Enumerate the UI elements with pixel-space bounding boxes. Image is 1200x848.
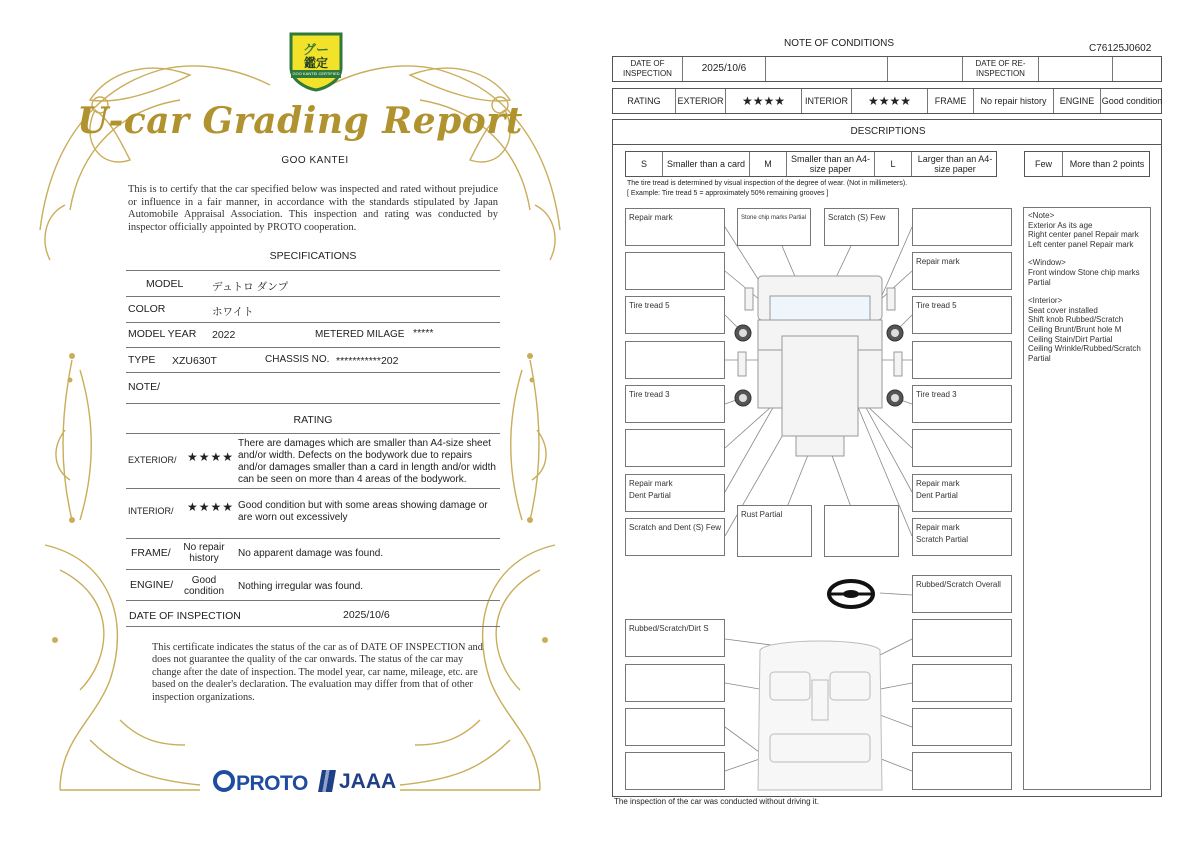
condition-text: Rubbed/Scratch Overall <box>916 580 1001 589</box>
condition-box-left-8 <box>625 518 725 556</box>
condition-box-left-5 <box>625 385 725 423</box>
badge-bottom-text: 鑑定 <box>303 56 328 70</box>
tread-note: The tire tread is determined by visual inspection of the degree of wear. (Not in millimeters). <box>627 180 908 187</box>
condition-box-top-3 <box>824 208 899 246</box>
notes-column <box>1023 207 1151 790</box>
proto-logo-text: PROTO <box>236 772 308 795</box>
interior-label: INTERIOR <box>802 89 852 113</box>
condition-box-right-3 <box>912 296 1012 334</box>
condition-box-interior-right-2 <box>912 664 1012 702</box>
color-label: COLOR <box>128 303 166 315</box>
note-item: Right center panel Repair mark <box>1028 230 1139 240</box>
condition-text: Tire tread 3 <box>916 390 957 399</box>
note-label: NOTE/ <box>128 381 161 393</box>
interior-description: Good condition but with some areas showing damage or are worn out excessively <box>238 500 488 523</box>
interior-item: Shift knob Rubbed/Scratch <box>1028 315 1124 325</box>
condition-text: Repair mark Scratch Partial <box>916 523 969 544</box>
condition-text: Repair mark Dent Partial <box>629 479 673 500</box>
condition-box-interior-left-1 <box>625 619 725 657</box>
frame-value: No repair history <box>974 89 1054 113</box>
engine-value: Good condition <box>183 575 225 597</box>
engine-label: ENGINE/ <box>130 579 174 591</box>
condition-box-right-1 <box>912 208 1012 246</box>
condition-text: Tire tread 3 <box>629 390 670 399</box>
condition-box-top-2 <box>737 208 811 246</box>
exterior-description: There are damages which are smaller than A4-size sheet and/or width. Defects on the bodywork due to repairs and/or damages smaller than a card in length and/or width can be seen on more than 4 areas of the bodywork. <box>238 438 496 485</box>
specifications-title: SPECIFICATIONS <box>269 250 357 262</box>
interior-star-rating: ★★★★ <box>187 500 235 514</box>
condition-box-left-7 <box>625 474 725 512</box>
exterior-label: EXTERIOR <box>676 89 726 113</box>
model-label: MODEL <box>146 278 184 290</box>
legend-few-desc: More than 2 points <box>1069 159 1145 169</box>
legend-few: Few <box>1025 152 1063 176</box>
certification-statement: This is to certify that the car specified below was inspected and rated without prejudice or influence in a fair manner, in accordance with the standards stipulated by Japan Automobile Appraisal Association. This inspection and rating was conducted by inspector officially appointed by PROTO cooperation. <box>128 184 498 233</box>
note-heading: <Note> <box>1028 211 1055 220</box>
condition-text: Scratch and Dent (S) Few <box>629 523 722 532</box>
legend-s: S <box>626 152 663 176</box>
type-label: TYPE <box>128 354 156 366</box>
condition-box-interior-left-2 <box>625 664 725 702</box>
condition-box-bottom-3 <box>824 505 899 557</box>
interior-item: Ceiling Stain/Dirt Partial <box>1028 334 1113 344</box>
exterior-star-rating: ★★★★ <box>187 450 235 464</box>
frame-label: FRAME <box>928 89 974 113</box>
note-item: Left center panel Repair mark <box>1028 239 1134 249</box>
condition-text: Repair mark <box>916 257 960 266</box>
condition-box-right-5 <box>912 385 1012 423</box>
engine-label: ENGINE <box>1054 89 1101 113</box>
condition-box-steering <box>912 575 1012 613</box>
interior-star-rating: ★★★★ <box>852 89 928 113</box>
condition-box-left-2 <box>625 252 725 290</box>
metered-mileage-label: METERED MILAGE <box>315 329 405 340</box>
condition-box-right-8 <box>912 518 1012 556</box>
type-value: XZU630T <box>172 355 217 367</box>
model-year-value: 2022 <box>212 329 236 341</box>
condition-text: Scratch (S) Few <box>828 213 886 222</box>
condition-text: Rubbed/Scratch/Dirt S <box>629 624 709 633</box>
interior-item: Ceiling Wrinkle/Rubbed/Scratch Partial <box>1028 344 1141 363</box>
legend-m-desc: Smaller than an A4-size paper <box>787 152 875 176</box>
condition-box-interior-right-3 <box>912 708 1012 746</box>
legend-l: L <box>875 152 912 176</box>
chassis-number-value: ***********202 <box>336 355 399 367</box>
note-item: Exterior As its age <box>1028 220 1093 230</box>
condition-box-left-6 <box>625 429 725 467</box>
date-of-inspection-label: DATE OF INSPECTION <box>613 57 683 81</box>
exterior-star-rating: ★★★★ <box>726 89 802 113</box>
chassis-number-label: CHASSIS NO. <box>265 354 330 365</box>
condition-text: Repair mark Dent Partial <box>916 479 960 500</box>
model-value: デュトロ ダンプ <box>212 281 289 293</box>
condition-box-right-2 <box>912 252 1012 290</box>
interior-label: INTERIOR/ <box>128 506 174 516</box>
color-value: ホワイト <box>212 306 254 318</box>
noc-code: C76125J0602 <box>1089 43 1152 54</box>
report-title: U-car Grading Report <box>77 100 523 142</box>
date-of-inspection-value: 2025/10/6 <box>343 609 390 621</box>
condition-box-interior-left-3 <box>625 708 725 746</box>
jaaa-logo-text: JAAA <box>339 770 397 793</box>
interior-item: Seat cover installed <box>1028 305 1098 315</box>
certificate-disclaimer: This certificate indicates the status of the car as of DATE OF INSPECTION and does not guarantee the quality of the car onwards. The status of the car may change after the date of inspection. The model year, car name, mileage, etc. are based on the dealer's declaration. The evaluation may differ from that of other inspection organizations. <box>152 642 483 703</box>
condition-box-interior-right-4 <box>912 752 1012 790</box>
legend-s-desc: Smaller than a card <box>663 152 750 176</box>
model-year-label: MODEL YEAR <box>128 328 197 340</box>
condition-text: Stone chip marks Partial <box>741 215 807 221</box>
condition-box-right-6 <box>912 429 1012 467</box>
condition-box-right-4 <box>912 341 1012 379</box>
condition-box-bottom-2 <box>737 505 812 557</box>
badge-ribbon-text: GOO KANTEI CERTIFIED <box>292 71 340 76</box>
interior-item: Ceiling Brunt/Brunt hole M <box>1028 324 1122 334</box>
window-heading: <Window> <box>1028 258 1066 268</box>
condition-box-left-3 <box>625 296 725 334</box>
tread-example: [ Example: Tire tread 5 = approximately 50% remaining grooves ] <box>627 190 829 197</box>
noc-footer: The inspection of the car was conducted without driving it. <box>614 797 819 806</box>
report-subtitle: GOO KANTEI <box>281 155 349 166</box>
frame-value: No repair history <box>183 542 225 564</box>
condition-box-right-7 <box>912 474 1012 512</box>
condition-text: Tire tread 5 <box>916 301 957 310</box>
condition-box-interior-left-4 <box>625 752 725 790</box>
rating-label: RATING <box>613 89 676 113</box>
badge-top-text: グー <box>302 42 329 57</box>
condition-text: Rust Partial <box>741 510 783 519</box>
frame-description: No apparent damage was found. <box>238 548 384 559</box>
legend-m: M <box>750 152 787 176</box>
engine-description: Nothing irregular was found. <box>238 581 364 592</box>
condition-text: Tire tread 5 <box>629 301 670 310</box>
frame-label: FRAME/ <box>131 547 171 559</box>
date-of-inspection-label: DATE OF INSPECTION <box>129 610 241 622</box>
interior-heading: <Interior> <box>1028 296 1063 306</box>
rating-title: RATING <box>293 414 333 426</box>
metered-mileage-value: ***** <box>413 327 434 339</box>
exterior-label: EXTERIOR/ <box>128 455 177 465</box>
date-of-inspection-value: 2025/10/6 <box>683 57 766 81</box>
descriptions-title: DESCRIPTIONS <box>850 126 926 137</box>
noc-title: NOTE OF CONDITIONS <box>784 38 894 49</box>
steering-wheel-icon <box>829 581 873 607</box>
condition-text: Repair mark <box>629 213 673 222</box>
condition-box-left-1 <box>625 208 725 246</box>
re-inspection-label: DATE OF RE-INSPECTION <box>963 57 1039 81</box>
window-item: Front window Stone chip marks Partial <box>1028 267 1140 287</box>
engine-value: Good condition <box>1101 96 1163 106</box>
condition-box-interior-right-1 <box>912 619 1012 657</box>
legend-l-desc: Larger than an A4-size paper <box>917 154 993 174</box>
condition-box-left-4 <box>625 341 725 379</box>
